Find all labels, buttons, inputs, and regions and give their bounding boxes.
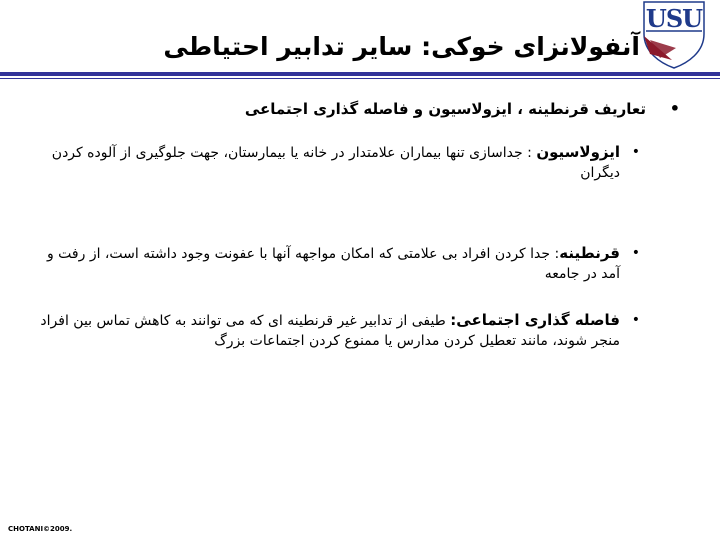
sub-bullet-isolation [40,142,680,183]
copyright-footer: CHOTANI©2009. [8,525,73,533]
main-bullet-item [40,96,680,122]
title-divider [0,72,720,76]
bullet-icon: • [631,312,640,328]
shield-logo-icon [642,0,706,70]
slide-body [40,96,680,351]
definition-isolation: جداسازی تنها بیماران علامتدار در خانه یا بیمارستان، جهت جلوگیری از آلوده کردن دیگران [51,145,620,181]
bullet-icon: • [669,99,680,118]
svg-text:USU: USU [645,4,703,33]
bullet-icon: • [631,245,640,261]
separator: : [550,246,560,262]
term-isolation: ایزولاسیون [536,143,620,161]
slide-title: آنفولانزای خوکی: سایر تدابیر احتیاطی [163,32,640,61]
definition-social-distancing: طیفی از تدابیر غیر قرنطینه ای که می توانند به کاهش تماس بین افراد منجر شوند، مانند تعطیل کردن مدارس یا ممنوع کردن اجتماعات بزرگ [40,313,620,349]
definition-quarantine: جدا کردن افراد بی علامتی که امکان مواجهه آنها با عفونت وجود داشته است، از رفت و آمد در جامعه [46,246,620,282]
sub-bullet-social-distancing [40,310,680,351]
main-bullet-text: تعاریف قرنطینه ، ایزولاسیون و فاصله گذاری اجتماعی [244,100,646,118]
title-divider-thin [0,78,720,79]
usu-logo [642,0,706,70]
sub-bullet-quarantine [40,243,680,284]
bullet-icon: • [631,144,640,160]
term-social-distancing: فاصله گذاری اجتماعی: [450,311,620,329]
separator: : [522,145,537,161]
term-quarantine: قرنطینه [559,244,620,262]
